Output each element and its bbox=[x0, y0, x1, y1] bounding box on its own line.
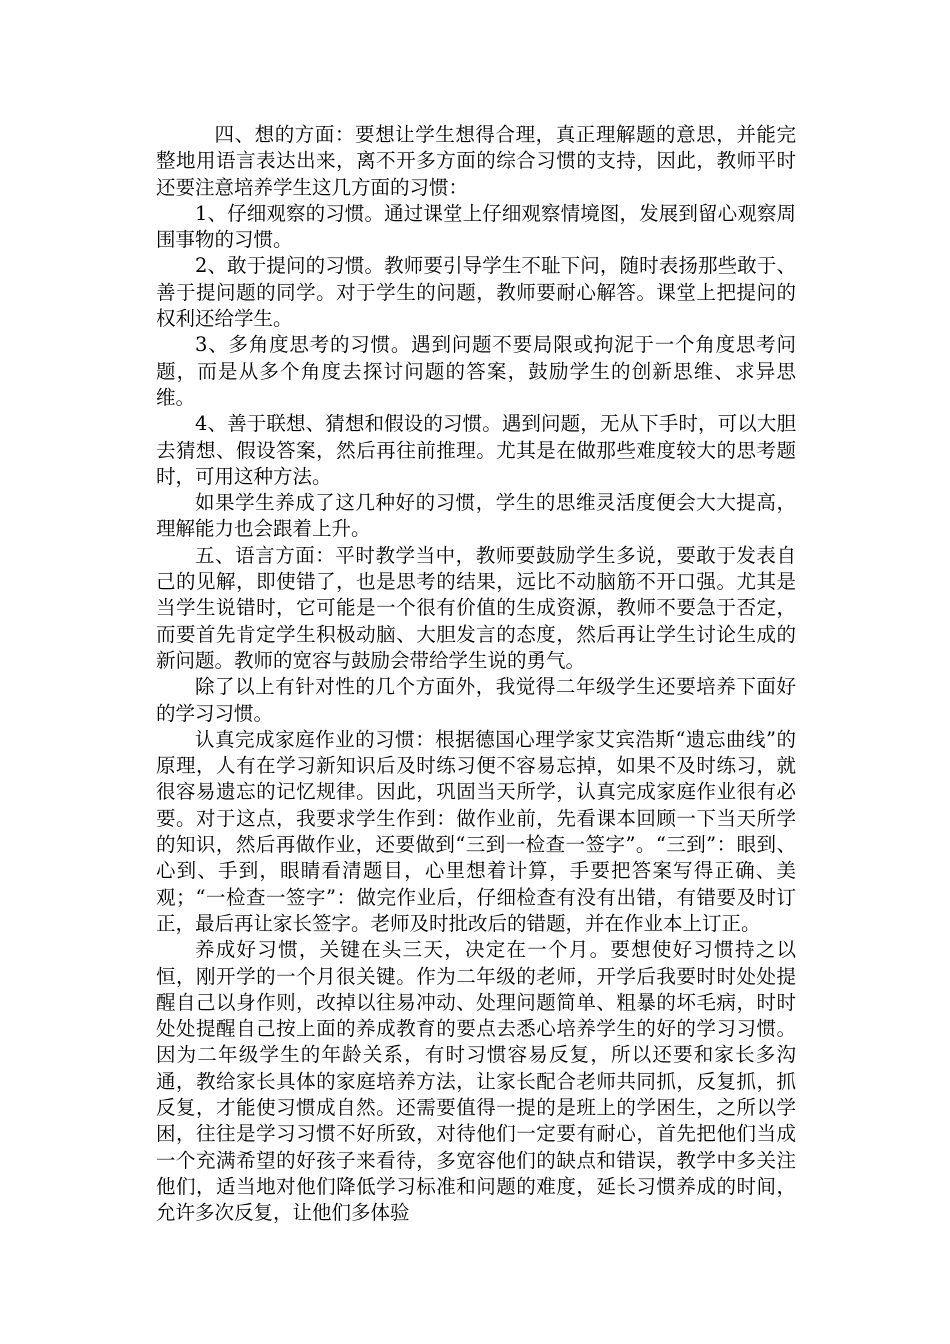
paragraph-habits-summary: 如果学生养成了这几种好的习惯，学生的思维灵活度便会大大提高，理解能力也会跟着上升。 bbox=[156, 491, 796, 541]
paragraph-section-four-thinking: 四、想的方面：要想让学生想得合理，真正理解题的意思，并能完整地用语言表达出来，离不开多方面的综合习惯的支持，因此，教师平时还要注意培养学生这几方面的习惯： bbox=[156, 123, 796, 199]
paragraph-habit-association: 4、善于联想、猜想和假设的习惯。遇到问题，无从下手时，可以大胆去猜想、假设答案，然后再往前推理。尤其是在做那些难度较大的思考题时，可用这种方法。 bbox=[156, 412, 796, 488]
paragraph-section-five-language: 五、语言方面：平时教学当中，教师要鼓励学生多说，要敢于发表自己的见解，即使错了，也是思考的结果，远比不动脑筋不开口强。尤其是当学生说错时，它可能是一个很有价值的生成资源，教师不要急于否定，而要首先肯定学生积极动脑、大胆发言的态度，然后再让学生讨论生成的新问题。教师的宽容与鼓励会带给学生说的勇气。 bbox=[156, 543, 796, 672]
document-page bbox=[156, 122, 796, 1226]
paragraph-habit-observation: 1、仔细观察的习惯。通过课堂上仔细观察情境图，发展到留心观察周围事物的习惯。 bbox=[156, 201, 796, 252]
paragraph-first-month-key: 养成好习惯，关键在头三天，决定在一个月。要想使好习惯持之以恒，刚开学的一个月很关键。作为二年级的老师，开学后我要时时处处提醒自己以身作则，改掉以往易冲动、处理问题简单、粗暴的坏毛病，时时处处提醒自己按上面的养成教育的要点去悉心培养学生的好的学习习惯。因为二年级学生的年龄关系，有时习惯容易反复，所以还要和家长多沟通，教给家长具体的家庭培养方法，让家长配合老师共同抓，反复抓，抓反复，才能使习惯成自然。还需要值得一提的是班上的学困生，之所以学困，往往是学习习惯不好所致，对待他们一定要有耐心，首先把他们当成一个充满希望的好孩子来看待，多宽容他们的缺点和错误，教学中多关注他们，适当地对他们降低学习标准和问题的难度，延长习惯养成的时间，允许多次反复，让他们多体验 bbox=[156, 938, 796, 1225]
paragraph-additional-habits-intro: 除了以上有针对性的几个方面外，我觉得二年级学生还要培养下面好的学习习惯。 bbox=[156, 675, 796, 725]
paragraph-habit-multi-angle: 3、多角度思考的习惯。遇到问题不要局限或拘泥于一个角度思考问题，而是从多个角度去探讨问题的答案，鼓励学生的创新思维、求异思维。 bbox=[156, 333, 796, 409]
paragraph-habit-questioning: 2、敢于提问的习惯。教师要引导学生不耻下问，随时表扬那些敢于、善于提问题的同学。对于学生的问题，教师要耐心解答。课堂上把提问的权利还给学生。 bbox=[156, 254, 796, 331]
paragraph-homework-habit: 认真完成家庭作业的习惯：根据德国心理学家艾宾浩斯“遗忘曲线”的原理，人有在学习新知识后及时练习便不容易忘掉，如果不及时练习，就很容易遗忘的记忆规律。因此，巩固当天所学，认真完成家庭作业很有必要。对于这点，我要求学生作到：做作业前，先看课本回顾一下当天所学的知识，然后再做作业，还要做到“三到一检查一签字”。“三到”：眼到、心到、手到，眼睛看清题目，心里想着计算，手要把答案写得正确、美观；“一检查一签字”：做完作业后，仔细检查有没有出错，有错要及时订正，最后再让家长签字。老师及时批改后的错题，并在作业本上订正。 bbox=[156, 727, 796, 935]
